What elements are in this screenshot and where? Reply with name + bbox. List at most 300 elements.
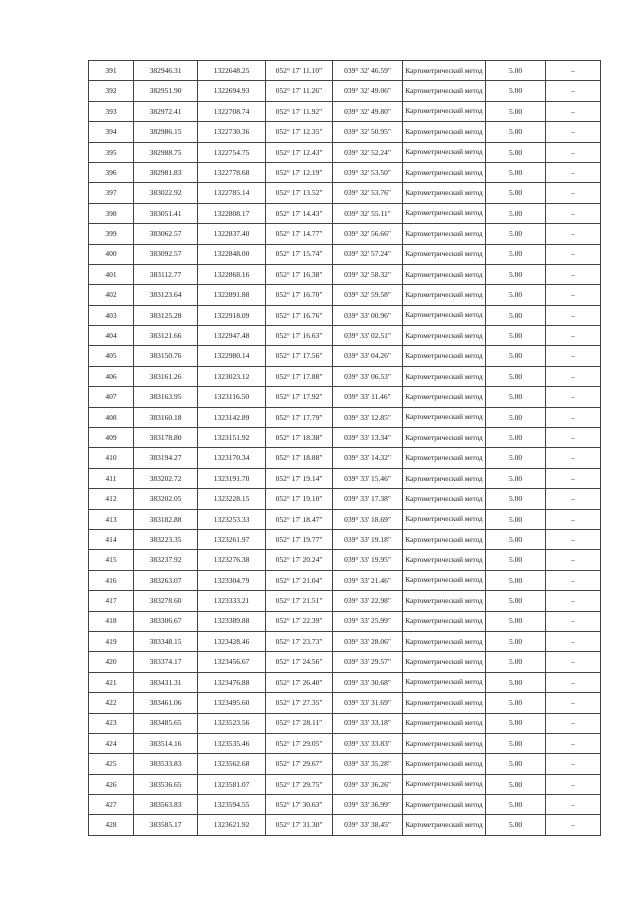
latitude-cell: 052° 17' 29.05" bbox=[266, 733, 333, 753]
point-number-cell: 422 bbox=[89, 693, 134, 713]
x-coordinate-cell: 383092.57 bbox=[134, 244, 198, 264]
x-coordinate-cell: 383563.83 bbox=[134, 795, 198, 815]
method-cell: Картометрический метод bbox=[403, 264, 486, 284]
longitude-cell: 039° 33' 22.98" bbox=[333, 591, 403, 611]
accuracy-cell: 5.00 bbox=[486, 774, 546, 794]
point-number-cell: 424 bbox=[89, 733, 134, 753]
note-cell: – bbox=[546, 203, 601, 223]
table-row bbox=[89, 733, 601, 753]
method-cell: Картометрический метод bbox=[403, 611, 486, 631]
point-number-cell: 426 bbox=[89, 774, 134, 794]
longitude-cell: 039° 33' 00.96" bbox=[333, 305, 403, 325]
point-number-cell: 396 bbox=[89, 162, 134, 182]
x-coordinate-cell: 382988.75 bbox=[134, 142, 198, 162]
longitude-cell: 039° 33' 35.28" bbox=[333, 754, 403, 774]
accuracy-cell: 5.00 bbox=[486, 428, 546, 448]
note-cell: – bbox=[546, 468, 601, 488]
method-cell: Картометрический метод bbox=[403, 733, 486, 753]
note-cell: – bbox=[546, 122, 601, 142]
point-number-cell: 393 bbox=[89, 101, 134, 121]
y-coordinate-cell: 1322947.48 bbox=[198, 326, 266, 346]
accuracy-cell: 5.00 bbox=[486, 407, 546, 427]
point-number-cell: 402 bbox=[89, 285, 134, 305]
method-cell: Картометрический метод bbox=[403, 346, 486, 366]
table-row bbox=[89, 754, 601, 774]
longitude-cell: 039° 33' 30.68" bbox=[333, 672, 403, 692]
latitude-cell: 052° 17' 31.30" bbox=[266, 815, 333, 835]
table-row bbox=[89, 713, 601, 733]
accuracy-cell: 5.00 bbox=[486, 733, 546, 753]
y-coordinate-cell: 1322730.36 bbox=[198, 122, 266, 142]
method-cell: Картометрический метод bbox=[403, 305, 486, 325]
accuracy-cell: 5.00 bbox=[486, 244, 546, 264]
point-number-cell: 413 bbox=[89, 509, 134, 529]
table-row bbox=[89, 224, 601, 244]
y-coordinate-cell: 1322848.00 bbox=[198, 244, 266, 264]
y-coordinate-cell: 1323228.15 bbox=[198, 489, 266, 509]
latitude-cell: 052° 17' 16.70" bbox=[266, 285, 333, 305]
longitude-cell: 039° 33' 33.18" bbox=[333, 713, 403, 733]
note-cell: – bbox=[546, 489, 601, 509]
note-cell: – bbox=[546, 264, 601, 284]
latitude-cell: 052° 17' 12.19" bbox=[266, 162, 333, 182]
method-cell: Картометрический метод bbox=[403, 203, 486, 223]
point-number-cell: 399 bbox=[89, 224, 134, 244]
table-row bbox=[89, 468, 601, 488]
y-coordinate-cell: 1323389.88 bbox=[198, 611, 266, 631]
y-coordinate-cell: 1323142.89 bbox=[198, 407, 266, 427]
note-cell: – bbox=[546, 652, 601, 672]
note-cell: – bbox=[546, 162, 601, 182]
method-cell: Картометрический метод bbox=[403, 101, 486, 121]
accuracy-cell: 5.00 bbox=[486, 570, 546, 590]
x-coordinate-cell: 382981.83 bbox=[134, 162, 198, 182]
longitude-cell: 039° 33' 28.06" bbox=[333, 631, 403, 651]
note-cell: – bbox=[546, 224, 601, 244]
method-cell: Картометрический метод bbox=[403, 693, 486, 713]
table-row bbox=[89, 631, 601, 651]
x-coordinate-cell: 382986.15 bbox=[134, 122, 198, 142]
point-number-cell: 415 bbox=[89, 550, 134, 570]
x-coordinate-cell: 383536.65 bbox=[134, 774, 198, 794]
point-number-cell: 405 bbox=[89, 346, 134, 366]
x-coordinate-cell: 383348.15 bbox=[134, 631, 198, 651]
point-number-cell: 427 bbox=[89, 795, 134, 815]
y-coordinate-cell: 1323594.55 bbox=[198, 795, 266, 815]
table-row bbox=[89, 366, 601, 386]
table-row bbox=[89, 264, 601, 284]
method-cell: Картометрический метод bbox=[403, 387, 486, 407]
accuracy-cell: 5.00 bbox=[486, 162, 546, 182]
longitude-cell: 039° 32' 59.58" bbox=[333, 285, 403, 305]
note-cell: – bbox=[546, 529, 601, 549]
point-number-cell: 423 bbox=[89, 713, 134, 733]
accuracy-cell: 5.00 bbox=[486, 631, 546, 651]
x-coordinate-cell: 383374.17 bbox=[134, 652, 198, 672]
latitude-cell: 052° 17' 20.24" bbox=[266, 550, 333, 570]
note-cell: – bbox=[546, 81, 601, 101]
y-coordinate-cell: 1323523.56 bbox=[198, 713, 266, 733]
accuracy-cell: 5.00 bbox=[486, 591, 546, 611]
accuracy-cell: 5.00 bbox=[486, 611, 546, 631]
table-row bbox=[89, 428, 601, 448]
note-cell: – bbox=[546, 142, 601, 162]
latitude-cell: 052° 17' 12.43" bbox=[266, 142, 333, 162]
accuracy-cell: 5.00 bbox=[486, 489, 546, 509]
method-cell: Картометрический метод bbox=[403, 631, 486, 651]
latitude-cell: 052° 17' 28.11" bbox=[266, 713, 333, 733]
table-row bbox=[89, 81, 601, 101]
accuracy-cell: 5.00 bbox=[486, 754, 546, 774]
note-cell: – bbox=[546, 101, 601, 121]
accuracy-cell: 5.00 bbox=[486, 448, 546, 468]
latitude-cell: 052° 17' 22.39" bbox=[266, 611, 333, 631]
latitude-cell: 052° 17' 18.88" bbox=[266, 448, 333, 468]
longitude-cell: 039° 33' 36.99" bbox=[333, 795, 403, 815]
point-number-cell: 401 bbox=[89, 264, 134, 284]
longitude-cell: 039° 33' 11.46" bbox=[333, 387, 403, 407]
x-coordinate-cell: 383163.95 bbox=[134, 387, 198, 407]
x-coordinate-cell: 383112.77 bbox=[134, 264, 198, 284]
longitude-cell: 039° 33' 25.99" bbox=[333, 611, 403, 631]
note-cell: – bbox=[546, 693, 601, 713]
method-cell: Картометрический метод bbox=[403, 570, 486, 590]
table-row bbox=[89, 183, 601, 203]
accuracy-cell: 5.00 bbox=[486, 550, 546, 570]
y-coordinate-cell: 1322837.40 bbox=[198, 224, 266, 244]
table-row bbox=[89, 591, 601, 611]
x-coordinate-cell: 383485.65 bbox=[134, 713, 198, 733]
table-row bbox=[89, 244, 601, 264]
note-cell: – bbox=[546, 713, 601, 733]
longitude-cell: 039° 32' 50.95" bbox=[333, 122, 403, 142]
table-row bbox=[89, 285, 601, 305]
x-coordinate-cell: 383121.66 bbox=[134, 326, 198, 346]
longitude-cell: 039° 32' 53.50" bbox=[333, 162, 403, 182]
point-number-cell: 411 bbox=[89, 468, 134, 488]
note-cell: – bbox=[546, 611, 601, 631]
y-coordinate-cell: 1322648.25 bbox=[198, 61, 266, 81]
longitude-cell: 039° 33' 14.32" bbox=[333, 448, 403, 468]
method-cell: Картометрический метод bbox=[403, 652, 486, 672]
accuracy-cell: 5.00 bbox=[486, 346, 546, 366]
point-number-cell: 395 bbox=[89, 142, 134, 162]
accuracy-cell: 5.00 bbox=[486, 285, 546, 305]
longitude-cell: 039° 32' 55.11" bbox=[333, 203, 403, 223]
x-coordinate-cell: 382946.31 bbox=[134, 61, 198, 81]
longitude-cell: 039° 33' 13.34" bbox=[333, 428, 403, 448]
accuracy-cell: 5.00 bbox=[486, 795, 546, 815]
latitude-cell: 052° 17' 19.77" bbox=[266, 529, 333, 549]
y-coordinate-cell: 1322868.16 bbox=[198, 264, 266, 284]
latitude-cell: 052° 17' 19.10" bbox=[266, 489, 333, 509]
x-coordinate-cell: 383051.41 bbox=[134, 203, 198, 223]
method-cell: Картометрический метод bbox=[403, 795, 486, 815]
y-coordinate-cell: 1322918.09 bbox=[198, 305, 266, 325]
longitude-cell: 039° 33' 29.57" bbox=[333, 652, 403, 672]
latitude-cell: 052° 17' 11.92" bbox=[266, 101, 333, 121]
method-cell: Картометрический метод bbox=[403, 142, 486, 162]
latitude-cell: 052° 17' 26.40" bbox=[266, 672, 333, 692]
table-row bbox=[89, 346, 601, 366]
y-coordinate-cell: 1323304.79 bbox=[198, 570, 266, 590]
note-cell: – bbox=[546, 672, 601, 692]
table-row bbox=[89, 509, 601, 529]
longitude-cell: 039° 33' 02.51" bbox=[333, 326, 403, 346]
note-cell: – bbox=[546, 795, 601, 815]
y-coordinate-cell: 1323333.21 bbox=[198, 591, 266, 611]
y-coordinate-cell: 1323253.33 bbox=[198, 509, 266, 529]
table-row bbox=[89, 162, 601, 182]
y-coordinate-cell: 1323495.60 bbox=[198, 693, 266, 713]
point-number-cell: 417 bbox=[89, 591, 134, 611]
accuracy-cell: 5.00 bbox=[486, 224, 546, 244]
note-cell: – bbox=[546, 244, 601, 264]
accuracy-cell: 5.00 bbox=[486, 61, 546, 81]
latitude-cell: 052° 17' 17.56" bbox=[266, 346, 333, 366]
method-cell: Картометрический метод bbox=[403, 448, 486, 468]
point-number-cell: 406 bbox=[89, 366, 134, 386]
note-cell: – bbox=[546, 448, 601, 468]
table-row bbox=[89, 142, 601, 162]
table-row bbox=[89, 795, 601, 815]
table-row bbox=[89, 203, 601, 223]
x-coordinate-cell: 383160.18 bbox=[134, 407, 198, 427]
latitude-cell: 052° 17' 19.14" bbox=[266, 468, 333, 488]
point-number-cell: 414 bbox=[89, 529, 134, 549]
method-cell: Картометрический метод bbox=[403, 489, 486, 509]
latitude-cell: 052° 17' 13.52" bbox=[266, 183, 333, 203]
accuracy-cell: 5.00 bbox=[486, 713, 546, 733]
latitude-cell: 052° 17' 11.10" bbox=[266, 61, 333, 81]
point-number-cell: 419 bbox=[89, 631, 134, 651]
method-cell: Картометрический метод bbox=[403, 224, 486, 244]
table-row bbox=[89, 550, 601, 570]
method-cell: Картометрический метод bbox=[403, 815, 486, 835]
accuracy-cell: 5.00 bbox=[486, 122, 546, 142]
method-cell: Картометрический метод bbox=[403, 468, 486, 488]
point-number-cell: 391 bbox=[89, 61, 134, 81]
accuracy-cell: 5.00 bbox=[486, 693, 546, 713]
x-coordinate-cell: 383514.16 bbox=[134, 733, 198, 753]
table-row bbox=[89, 101, 601, 121]
table-body bbox=[89, 61, 601, 836]
x-coordinate-cell: 383123.64 bbox=[134, 285, 198, 305]
method-cell: Картометрический метод bbox=[403, 244, 486, 264]
longitude-cell: 039° 33' 19.95" bbox=[333, 550, 403, 570]
latitude-cell: 052° 17' 14.43" bbox=[266, 203, 333, 223]
longitude-cell: 039° 32' 52.24" bbox=[333, 142, 403, 162]
latitude-cell: 052° 17' 29.67" bbox=[266, 754, 333, 774]
y-coordinate-cell: 1322708.74 bbox=[198, 101, 266, 121]
latitude-cell: 052° 17' 27.35" bbox=[266, 693, 333, 713]
point-number-cell: 421 bbox=[89, 672, 134, 692]
table-row bbox=[89, 326, 601, 346]
method-cell: Картометрический метод bbox=[403, 162, 486, 182]
note-cell: – bbox=[546, 733, 601, 753]
longitude-cell: 039° 33' 38.45" bbox=[333, 815, 403, 835]
note-cell: – bbox=[546, 387, 601, 407]
point-number-cell: 404 bbox=[89, 326, 134, 346]
latitude-cell: 052° 17' 15.74" bbox=[266, 244, 333, 264]
method-cell: Картометрический метод bbox=[403, 81, 486, 101]
table-row bbox=[89, 611, 601, 631]
y-coordinate-cell: 1322694.93 bbox=[198, 81, 266, 101]
accuracy-cell: 5.00 bbox=[486, 305, 546, 325]
note-cell: – bbox=[546, 346, 601, 366]
note-cell: – bbox=[546, 754, 601, 774]
note-cell: – bbox=[546, 183, 601, 203]
note-cell: – bbox=[546, 774, 601, 794]
latitude-cell: 052° 17' 16.76" bbox=[266, 305, 333, 325]
method-cell: Картометрический метод bbox=[403, 122, 486, 142]
x-coordinate-cell: 383178.80 bbox=[134, 428, 198, 448]
latitude-cell: 052° 17' 29.75" bbox=[266, 774, 333, 794]
accuracy-cell: 5.00 bbox=[486, 652, 546, 672]
method-cell: Картометрический метод bbox=[403, 509, 486, 529]
accuracy-cell: 5.00 bbox=[486, 468, 546, 488]
accuracy-cell: 5.00 bbox=[486, 142, 546, 162]
x-coordinate-cell: 383461.06 bbox=[134, 693, 198, 713]
latitude-cell: 052° 17' 17.88" bbox=[266, 366, 333, 386]
point-number-cell: 400 bbox=[89, 244, 134, 264]
y-coordinate-cell: 1323621.92 bbox=[198, 815, 266, 835]
accuracy-cell: 5.00 bbox=[486, 815, 546, 835]
method-cell: Картометрический метод bbox=[403, 550, 486, 570]
note-cell: – bbox=[546, 570, 601, 590]
latitude-cell: 052° 17' 23.73" bbox=[266, 631, 333, 651]
longitude-cell: 039° 33' 12.85" bbox=[333, 407, 403, 427]
longitude-cell: 039° 33' 33.83" bbox=[333, 733, 403, 753]
point-number-cell: 409 bbox=[89, 428, 134, 448]
y-coordinate-cell: 1323581.07 bbox=[198, 774, 266, 794]
latitude-cell: 052° 17' 16.38" bbox=[266, 264, 333, 284]
note-cell: – bbox=[546, 815, 601, 835]
latitude-cell: 052° 17' 21.04" bbox=[266, 570, 333, 590]
latitude-cell: 052° 17' 17.79" bbox=[266, 407, 333, 427]
method-cell: Картометрический метод bbox=[403, 407, 486, 427]
method-cell: Картометрический метод bbox=[403, 326, 486, 346]
table-row bbox=[89, 570, 601, 590]
method-cell: Картометрический метод bbox=[403, 61, 486, 81]
point-number-cell: 412 bbox=[89, 489, 134, 509]
x-coordinate-cell: 382972.41 bbox=[134, 101, 198, 121]
x-coordinate-cell: 383022.92 bbox=[134, 183, 198, 203]
table-row bbox=[89, 387, 601, 407]
method-cell: Картометрический метод bbox=[403, 754, 486, 774]
accuracy-cell: 5.00 bbox=[486, 387, 546, 407]
table-row bbox=[89, 672, 601, 692]
longitude-cell: 039° 32' 58.32" bbox=[333, 264, 403, 284]
longitude-cell: 039° 33' 15.46" bbox=[333, 468, 403, 488]
method-cell: Картометрический метод bbox=[403, 774, 486, 794]
point-number-cell: 420 bbox=[89, 652, 134, 672]
table-row bbox=[89, 693, 601, 713]
longitude-cell: 039° 33' 17.38" bbox=[333, 489, 403, 509]
latitude-cell: 052° 17' 30.63" bbox=[266, 795, 333, 815]
point-number-cell: 416 bbox=[89, 570, 134, 590]
note-cell: – bbox=[546, 631, 601, 651]
method-cell: Картометрический метод bbox=[403, 591, 486, 611]
point-number-cell: 428 bbox=[89, 815, 134, 835]
y-coordinate-cell: 1322808.17 bbox=[198, 203, 266, 223]
x-coordinate-cell: 383263.07 bbox=[134, 570, 198, 590]
accuracy-cell: 5.00 bbox=[486, 326, 546, 346]
longitude-cell: 039° 33' 06.53" bbox=[333, 366, 403, 386]
accuracy-cell: 5.00 bbox=[486, 509, 546, 529]
longitude-cell: 039° 32' 53.76" bbox=[333, 183, 403, 203]
y-coordinate-cell: 1323562.68 bbox=[198, 754, 266, 774]
accuracy-cell: 5.00 bbox=[486, 81, 546, 101]
note-cell: – bbox=[546, 509, 601, 529]
x-coordinate-cell: 383585.17 bbox=[134, 815, 198, 835]
x-coordinate-cell: 383125.28 bbox=[134, 305, 198, 325]
x-coordinate-cell: 383237.92 bbox=[134, 550, 198, 570]
table-row bbox=[89, 489, 601, 509]
method-cell: Картометрический метод bbox=[403, 285, 486, 305]
x-coordinate-cell: 382951.90 bbox=[134, 81, 198, 101]
longitude-cell: 039° 32' 49.80" bbox=[333, 101, 403, 121]
table-row bbox=[89, 122, 601, 142]
coordinates-table bbox=[88, 60, 601, 836]
longitude-cell: 039° 33' 36.26" bbox=[333, 774, 403, 794]
point-number-cell: 408 bbox=[89, 407, 134, 427]
y-coordinate-cell: 1323116.50 bbox=[198, 387, 266, 407]
latitude-cell: 052° 17' 24.56" bbox=[266, 652, 333, 672]
note-cell: – bbox=[546, 428, 601, 448]
note-cell: – bbox=[546, 61, 601, 81]
point-number-cell: 403 bbox=[89, 305, 134, 325]
point-number-cell: 425 bbox=[89, 754, 134, 774]
table-row bbox=[89, 61, 601, 81]
longitude-cell: 039° 32' 49.06" bbox=[333, 81, 403, 101]
table-row bbox=[89, 448, 601, 468]
method-cell: Картометрический метод bbox=[403, 428, 486, 448]
y-coordinate-cell: 1323191.70 bbox=[198, 468, 266, 488]
y-coordinate-cell: 1323023.12 bbox=[198, 366, 266, 386]
accuracy-cell: 5.00 bbox=[486, 672, 546, 692]
table-row bbox=[89, 652, 601, 672]
longitude-cell: 039° 32' 57.24" bbox=[333, 244, 403, 264]
table-row bbox=[89, 407, 601, 427]
note-cell: – bbox=[546, 305, 601, 325]
y-coordinate-cell: 1323170.34 bbox=[198, 448, 266, 468]
table-row bbox=[89, 774, 601, 794]
latitude-cell: 052° 17' 11.26" bbox=[266, 81, 333, 101]
latitude-cell: 052° 17' 21.51" bbox=[266, 591, 333, 611]
accuracy-cell: 5.00 bbox=[486, 264, 546, 284]
x-coordinate-cell: 383202.72 bbox=[134, 468, 198, 488]
y-coordinate-cell: 1323456.67 bbox=[198, 652, 266, 672]
point-number-cell: 398 bbox=[89, 203, 134, 223]
x-coordinate-cell: 383161.26 bbox=[134, 366, 198, 386]
method-cell: Картометрический метод bbox=[403, 183, 486, 203]
latitude-cell: 052° 17' 18.47" bbox=[266, 509, 333, 529]
point-number-cell: 418 bbox=[89, 611, 134, 631]
longitude-cell: 039° 32' 56.66" bbox=[333, 224, 403, 244]
y-coordinate-cell: 1322778.68 bbox=[198, 162, 266, 182]
method-cell: Картометрический метод bbox=[403, 672, 486, 692]
table-row bbox=[89, 305, 601, 325]
y-coordinate-cell: 1323261.97 bbox=[198, 529, 266, 549]
point-number-cell: 392 bbox=[89, 81, 134, 101]
x-coordinate-cell: 383150.76 bbox=[134, 346, 198, 366]
note-cell: – bbox=[546, 550, 601, 570]
latitude-cell: 052° 17' 16.63" bbox=[266, 326, 333, 346]
y-coordinate-cell: 1322785.14 bbox=[198, 183, 266, 203]
method-cell: Картометрический метод bbox=[403, 529, 486, 549]
y-coordinate-cell: 1323276.38 bbox=[198, 550, 266, 570]
